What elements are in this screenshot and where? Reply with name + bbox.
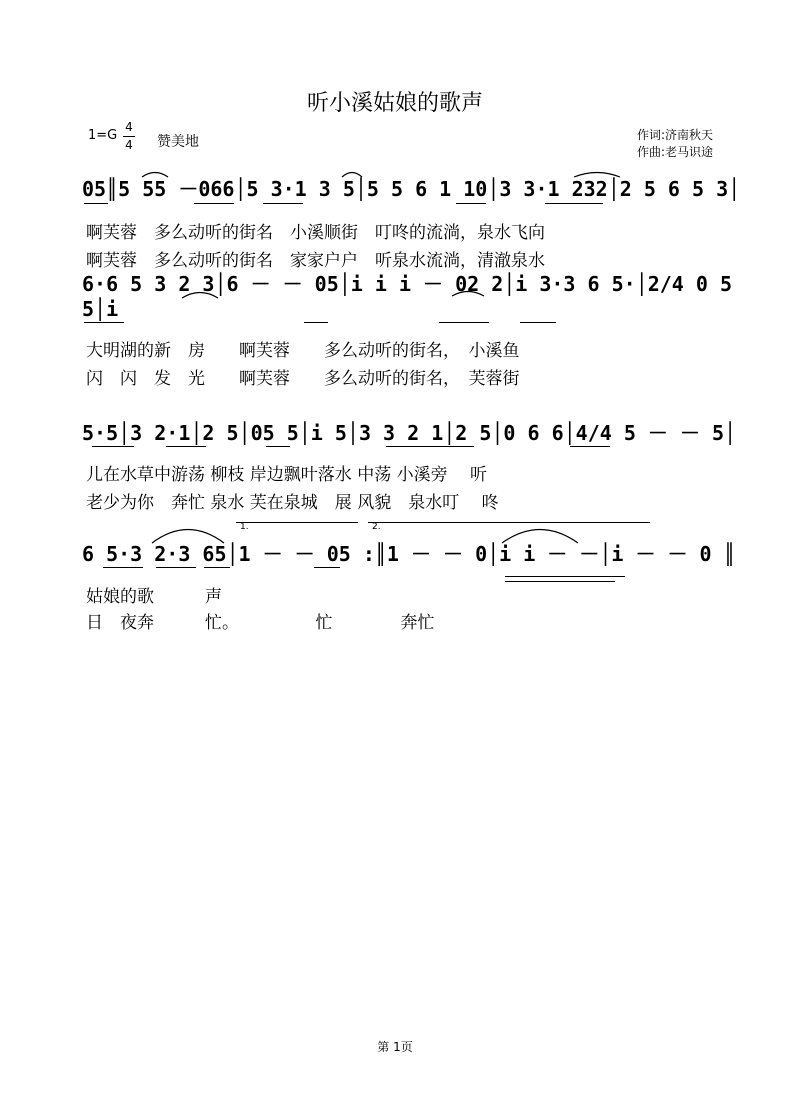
time-signature-bar	[123, 136, 135, 137]
underline-mark	[204, 567, 230, 568]
lyricist-credit: 作词:济南秋天	[637, 128, 714, 142]
slur-mark	[340, 168, 364, 178]
slur-mark	[140, 168, 170, 178]
key-signature: 1=G	[88, 128, 118, 143]
time-signature-bottom: 4	[125, 138, 133, 152]
notes-row-2: 6·6 5 3 2 3│6 － － 05│i i i － 02 2│i 3·3 6 5·│2/4 0 5 5│i	[82, 272, 733, 321]
lyrics-row-4-verse-2: 日 夜奔 忙。 忙 奔忙	[86, 613, 435, 633]
lyrics-row-2-verse-1: 大明湖的新 房 啊芙蓉 多么动听的街名， 小溪鱼	[86, 341, 520, 361]
lyrics-row-1-verse-2: 啊芙蓉 多么动听的街名 家家户户 听泉水流淌，清澈泉水	[86, 251, 545, 271]
notes-row-1: 05║5 55 －066│5 3·1 3 5│5 5 6 1 10│3 3·1 232│2 5 6 5 3│	[82, 177, 741, 201]
page-number: 第 1页	[377, 1040, 413, 1054]
underline-mark	[520, 322, 556, 323]
underline-mark	[456, 203, 486, 204]
underline-mark	[84, 203, 108, 204]
underline-mark	[194, 203, 234, 204]
underline-mark	[92, 446, 134, 447]
time-signature	[122, 120, 136, 153]
underline-mark	[266, 446, 290, 447]
lyrics-row-1-verse-1: 啊芙蓉 多么动听的街名 小溪顺街 叮咚的流淌，泉水飞向	[86, 223, 545, 243]
slur-mark	[180, 287, 220, 299]
underline-mark	[84, 322, 124, 323]
notation-row-1	[82, 172, 742, 206]
tempo-marking: 赞美地	[157, 134, 199, 150]
underline-mark	[263, 203, 303, 204]
lyrics-row-3-verse-2: 老少为你 奔忙 泉水 芙在泉城 展 风貌 泉水叮 咚	[86, 493, 499, 513]
volta-label-1: 1.	[240, 522, 249, 532]
slur-mark	[572, 168, 622, 178]
volta-bracket-1	[236, 522, 358, 523]
lyrics-row-2-verse-2: 闪 闪 发 光 啊芙蓉 多么动听的街名， 芙蓉街	[86, 369, 520, 389]
slur-mark	[450, 287, 486, 297]
notes-row-3: 5·5│3 2·1│2 5│05 5│i 5│3 3 2 1│2 5│0 6 6│4/4 5 － － 5│	[82, 421, 737, 445]
underline-mark	[386, 446, 474, 447]
underline-mark	[156, 567, 196, 568]
notation-row-4	[82, 537, 742, 571]
lyrics-row-3-verse-1: 儿在水草中游荡 柳枝 岸边飘叶落水 中荡 小溪旁 听	[86, 465, 488, 485]
time-signature-top: 4	[125, 120, 133, 134]
notation-row-3	[82, 416, 742, 450]
underline-mark	[314, 567, 340, 568]
song-title: 听小溪姑娘的歌声	[306, 91, 483, 116]
underline-mark	[304, 322, 328, 323]
crescendo-line	[505, 576, 625, 577]
underline-mark	[439, 322, 489, 323]
lyrics-row-4-verse-1: 姑娘的歌 声	[86, 587, 222, 607]
underline-mark	[166, 446, 206, 447]
volta-label-2: 2.	[372, 522, 381, 532]
composer-credit: 作曲:老马识途	[637, 145, 714, 159]
underline-mark	[573, 203, 603, 204]
underline-mark	[570, 446, 610, 447]
notes-row-4: 6 5·3 2·3 65│1 － － 05 :║1 － － 0│i i － －│i － － 0 ║	[82, 542, 736, 566]
underline-mark	[103, 567, 143, 568]
